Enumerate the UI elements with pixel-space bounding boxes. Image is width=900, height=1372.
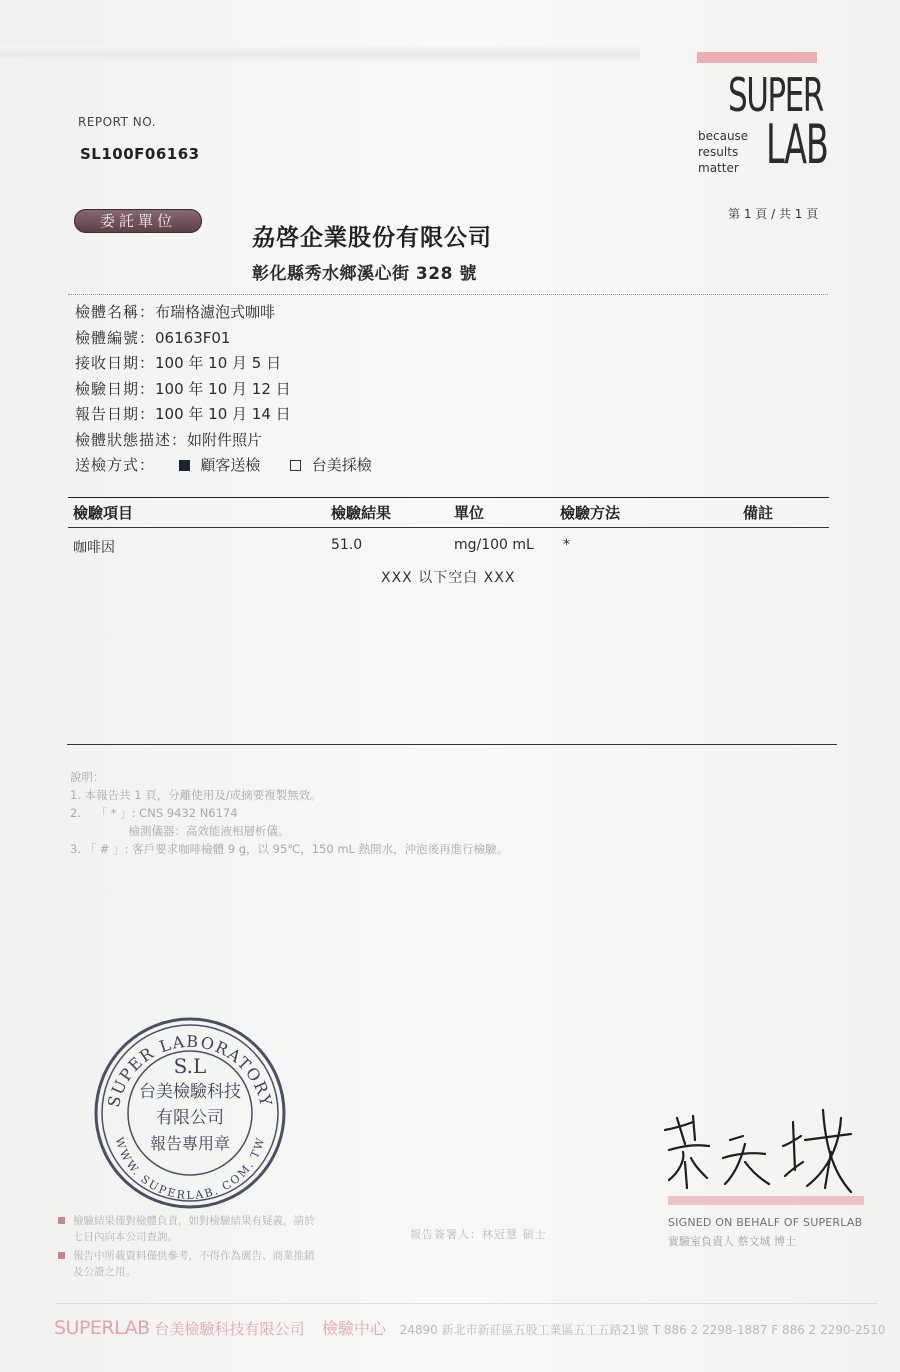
info-label: 報告日期： xyxy=(75,405,156,423)
table-cell-method: * xyxy=(563,537,570,553)
seal-line4: 報告專用章 xyxy=(149,1134,231,1153)
logo-lab-text: LAB xyxy=(766,113,828,176)
table-header-method: 檢驗方法 xyxy=(560,504,621,522)
info-value: 100 年 10 月 5 日 xyxy=(155,354,282,372)
table-header-unit: 單位 xyxy=(454,504,485,522)
dotted-divider xyxy=(68,294,828,295)
seal-bottom-text: WWW. SUPERLAB. COM. TW xyxy=(112,1135,268,1203)
signer-role: 實驗室負責人 蔡文城 博士 xyxy=(668,1235,796,1248)
footer xyxy=(54,1316,886,1339)
sample-info xyxy=(75,300,575,479)
handwritten-signature xyxy=(655,1100,870,1200)
footer-company: 台美檢驗科技有限公司 xyxy=(154,1320,305,1338)
page-count: 第 1 頁 / 共 1 頁 xyxy=(728,207,819,221)
disclaimer-text: 報告中所載資料僅供參考，不得作為廣告、商業推銷及公證之用。 xyxy=(73,1250,315,1278)
signed-on-behalf: SIGNED ON BEHALF OF SUPERLAB xyxy=(668,1216,863,1229)
info-row xyxy=(75,351,575,377)
checkbox-checked-icon xyxy=(179,460,190,471)
note-line: 1. 本報告共 1 頁，分離使用及/或摘要複製無效。 xyxy=(70,788,322,802)
table-cell-unit: mg/100 mL xyxy=(454,537,534,553)
info-label: 檢體狀態描述： xyxy=(75,430,188,449)
info-row xyxy=(75,402,575,428)
info-value: 100 年 10 月 12 日 xyxy=(155,379,291,398)
client-tag-badge: 委託單位 xyxy=(74,209,202,233)
table-header-note: 備註 xyxy=(743,504,774,522)
paper-fold-shadow xyxy=(0,45,640,61)
report-number: SL100F06163 xyxy=(80,145,200,163)
tagline-line: results xyxy=(698,145,739,159)
client-company-name: 劦啓企業股份有限公司 xyxy=(252,225,492,251)
table-header-result: 檢驗結果 xyxy=(331,504,392,522)
company-seal-stamp xyxy=(92,1015,288,1211)
info-label: 檢體編號： xyxy=(75,328,156,347)
signature-pink-bar xyxy=(668,1196,864,1205)
footer-center: 檢驗中心 xyxy=(322,1319,387,1338)
info-value: 如附件照片 xyxy=(187,430,263,449)
tagline-line: because xyxy=(698,129,749,143)
logo-accent-bar xyxy=(697,52,817,63)
checkbox-empty-icon xyxy=(290,460,301,471)
notes-title: 說明： xyxy=(70,770,105,784)
disclaimer-item xyxy=(58,1248,323,1280)
info-label: 送檢方式： xyxy=(75,456,156,474)
table-header-rule xyxy=(68,527,829,528)
info-label: 接收日期： xyxy=(75,354,156,372)
logo-super-text: SUPER xyxy=(728,68,823,122)
disclaimer xyxy=(58,1213,323,1283)
info-value: 100 年 10 月 14 日 xyxy=(155,405,291,423)
table-bottom-rule xyxy=(67,744,837,745)
client-address: 彰化縣秀水鄉溪心街 328 號 xyxy=(252,264,477,284)
disclaimer-item xyxy=(58,1213,323,1245)
delivery-option-label: 台美採檢 xyxy=(311,456,372,474)
info-row xyxy=(75,300,575,326)
tagline-line: matter xyxy=(698,161,739,175)
blank-below-marker: XXX 以下空白 XXX xyxy=(381,570,516,586)
table-cell-result: 51.0 xyxy=(331,537,363,553)
logo-tagline xyxy=(698,128,748,176)
info-label: 檢驗日期： xyxy=(75,379,156,398)
footer-brand: SUPERLAB xyxy=(54,1317,150,1339)
seal-line2: 台美檢驗科技 xyxy=(139,1082,241,1102)
info-row xyxy=(75,428,575,454)
notes-section xyxy=(70,768,508,858)
footer-rule xyxy=(56,1303,878,1304)
seal-arc-text: SUPER LABORATORY xyxy=(103,1031,277,1110)
table-header-item: 檢驗項目 xyxy=(73,504,134,522)
note-line: 檢測儀器：高效能液相層析儀。 xyxy=(70,824,290,838)
info-value: 布瑞格濾泡式咖啡 xyxy=(155,303,276,321)
delivery-option-label: 顧客送檢 xyxy=(200,456,261,474)
bullet-square-icon xyxy=(58,1217,65,1224)
note-line: 3. 「 # 」: 客戶要求咖啡檢體 9 g，以 95℃，150 mL 熱開水，沖泡後再進行檢驗。 xyxy=(70,842,509,856)
info-label: 檢體名稱： xyxy=(75,303,156,321)
info-row xyxy=(75,326,575,352)
seal-line1: S.L xyxy=(173,1054,207,1078)
table-top-rule xyxy=(68,497,829,498)
seal-line3: 有限公司 xyxy=(156,1108,224,1128)
delivery-row xyxy=(75,453,575,479)
footer-address: 24890 新北市新莊區五股工業區五工五路21號 T 886 2 2298-1887 F 886 2 2290-2510 xyxy=(399,1323,886,1337)
bullet-square-icon xyxy=(58,1252,65,1259)
table-cell-item: 咖啡因 xyxy=(73,540,115,556)
disclaimer-text: 檢驗結果僅對檢體負責，如對檢驗結果有疑義，請於七日內向本公司查詢。 xyxy=(73,1215,315,1243)
report-signer: 報告簽署人：林冠慧 碩士 xyxy=(410,1228,547,1241)
note-line: 2. 「 * 」: CNS 9432 N6174 xyxy=(70,806,238,820)
info-row xyxy=(75,377,575,403)
report-no-label: REPORT NO. xyxy=(78,115,156,129)
info-value: 06163F01 xyxy=(155,328,231,347)
